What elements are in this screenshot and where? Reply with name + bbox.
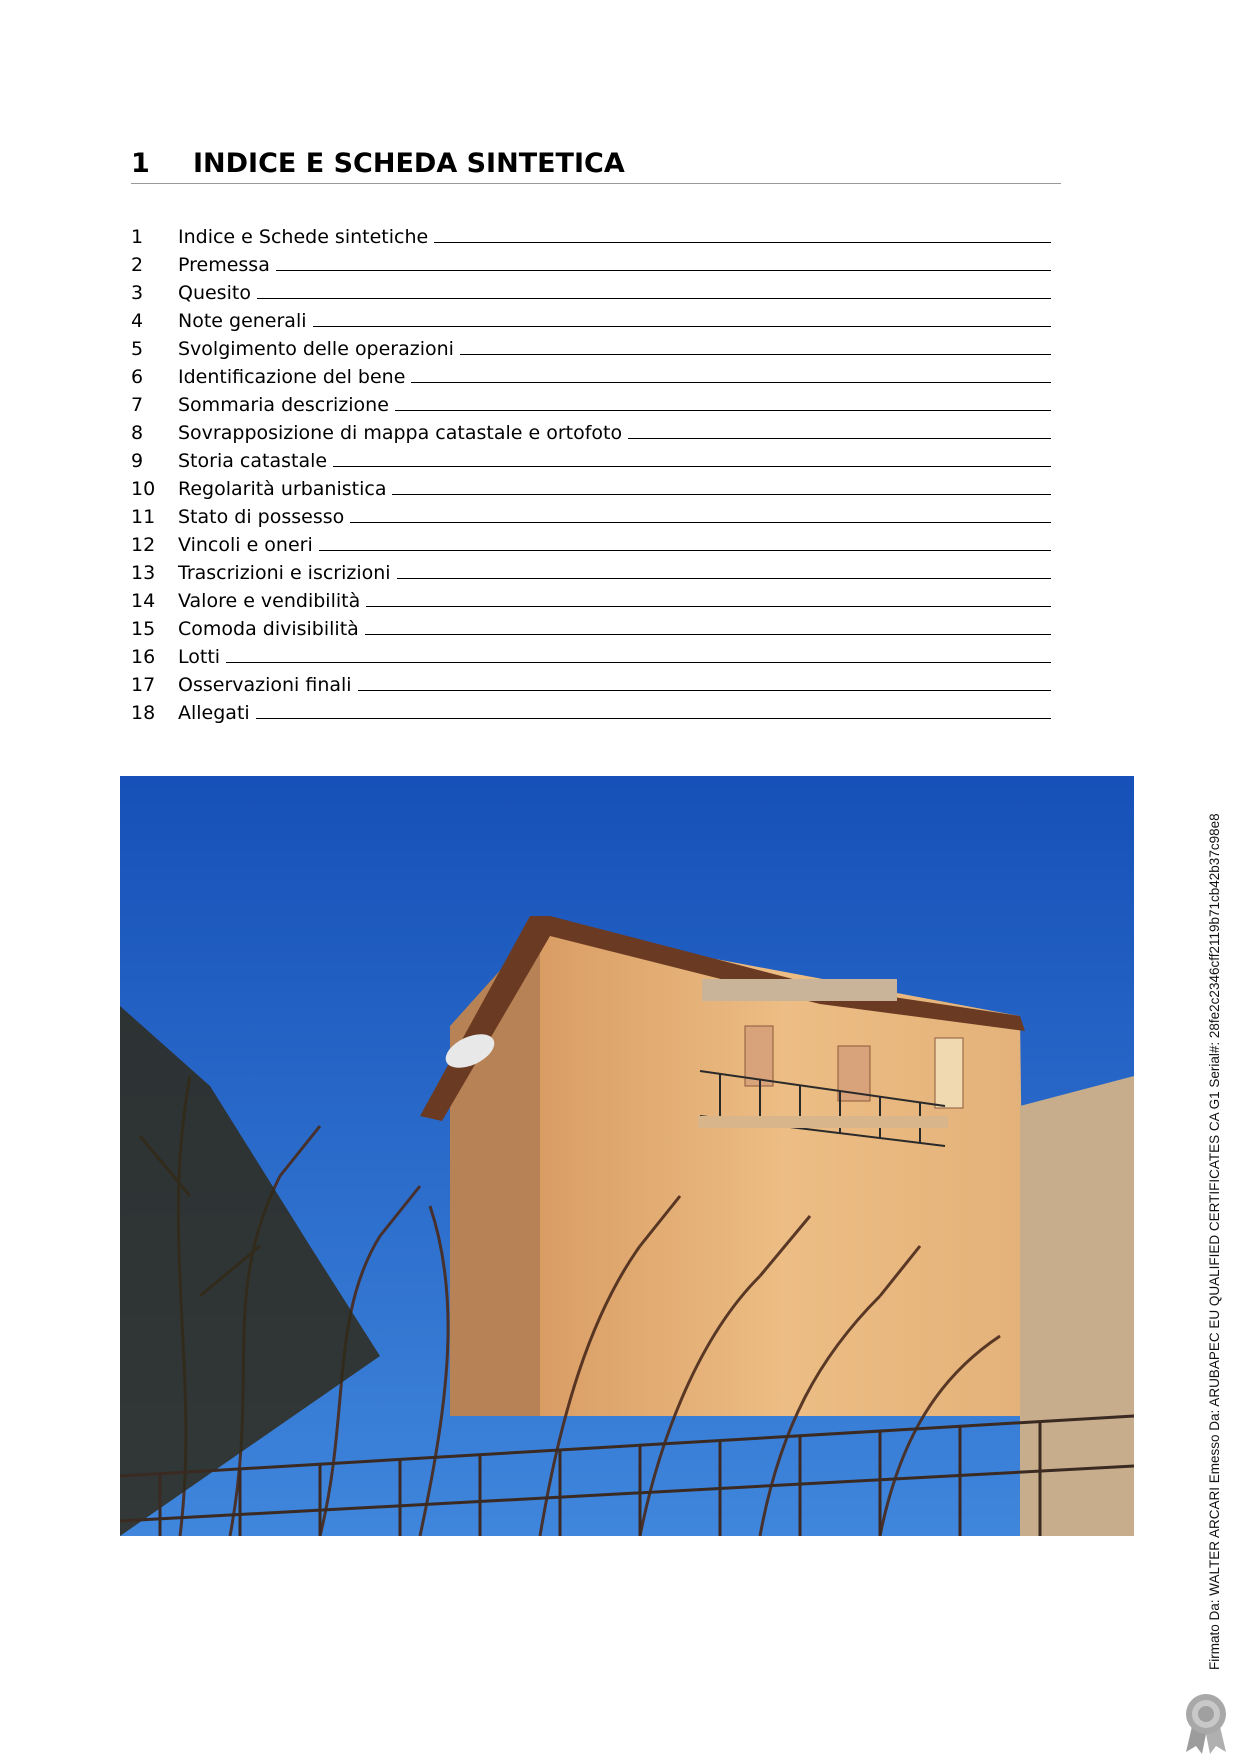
table-of-contents [131,220,1051,724]
toc-leader-line [365,634,1051,635]
toc-number: 17 [131,674,156,696]
toc-number: 9 [131,450,144,472]
toc-leader-line [256,718,1051,719]
toc-row [131,416,1051,444]
toc-label: Stato di possesso [178,506,345,528]
toc-label: Valore e vendibilità [178,590,361,612]
toc-row [131,360,1051,388]
toc-number: 13 [131,562,156,584]
toc-leader-line [350,522,1051,523]
toc-number: 3 [131,282,144,304]
toc-label: Storia catastale [178,450,328,472]
toc-label: Comoda divisibilità [178,618,359,640]
toc-leader-line [628,438,1051,439]
toc-leader-line [226,662,1051,663]
toc-row [131,528,1051,556]
toc-number: 10 [131,478,156,500]
toc-number: 16 [131,646,156,668]
toc-leader-line [460,354,1051,355]
window [745,1026,773,1086]
awning [702,979,897,1001]
toc-row [131,500,1051,528]
toc-number: 15 [131,618,156,640]
toc-row [131,668,1051,696]
toc-leader-line [434,242,1051,243]
toc-label: Allegati [178,702,250,724]
toc-number: 14 [131,590,156,612]
toc-label: Identificazione del bene [178,366,406,388]
toc-number: 5 [131,338,144,360]
toc-label: Sommaria descrizione [178,394,389,416]
toc-label: Osservazioni finali [178,674,352,696]
toc-label: Note generali [178,310,307,332]
toc-row [131,472,1051,500]
toc-number: 6 [131,366,144,388]
toc-row [131,220,1051,248]
toc-label: Indice e Schede sintetiche [178,226,429,248]
toc-row [131,304,1051,332]
toc-leader-line [276,270,1051,271]
toc-label: Quesito [178,282,251,304]
building-photo [120,776,1134,1536]
section-heading [131,148,1061,184]
toc-leader-line [392,494,1051,495]
toc-row [131,556,1051,584]
toc-row [131,388,1051,416]
toc-label: Lotti [178,646,221,668]
certificate-seal-icon [1180,1690,1232,1754]
toc-label: Sovrapposizione di mappa catastale e ortofoto [178,422,623,444]
section-number: 1 [131,148,150,179]
window [935,1038,963,1108]
toc-number: 7 [131,394,144,416]
toc-label: Trascrizioni e iscrizioni [178,562,391,584]
toc-row [131,584,1051,612]
toc-row [131,276,1051,304]
toc-row [131,640,1051,668]
digital-signature-text: Firmato Da: WALTER ARCARI Emesso Da: ARUBAPEC EU QUALIFIED CERTIFICATES CA G1 Serial#: 28fe2c2346cff2119b71cb42b37c98e8 [1207,813,1222,1670]
toc-row [131,248,1051,276]
balcony-slab [698,1116,948,1128]
toc-number: 11 [131,506,156,528]
toc-leader-line [333,466,1051,467]
toc-label: Regolarità urbanistica [178,478,387,500]
toc-leader-line [366,606,1051,607]
toc-leader-line [395,410,1051,411]
toc-number: 1 [131,226,144,248]
toc-leader-line [397,578,1051,579]
toc-number: 18 [131,702,156,724]
toc-number: 2 [131,254,144,276]
toc-leader-line [257,298,1051,299]
toc-label: Svolgimento delle operazioni [178,338,454,360]
toc-label: Vincoli e oneri [178,534,313,556]
toc-leader-line [313,326,1051,327]
toc-number: 12 [131,534,156,556]
toc-number: 8 [131,422,144,444]
toc-row [131,332,1051,360]
toc-leader-line [411,382,1051,383]
section-title: INDICE E SCHEDA SINTETICA [193,148,625,179]
toc-number: 4 [131,310,144,332]
toc-row [131,444,1051,472]
toc-leader-line [358,690,1051,691]
toc-row [131,696,1051,724]
toc-label: Premessa [178,254,270,276]
toc-leader-line [319,550,1051,551]
toc-row [131,612,1051,640]
